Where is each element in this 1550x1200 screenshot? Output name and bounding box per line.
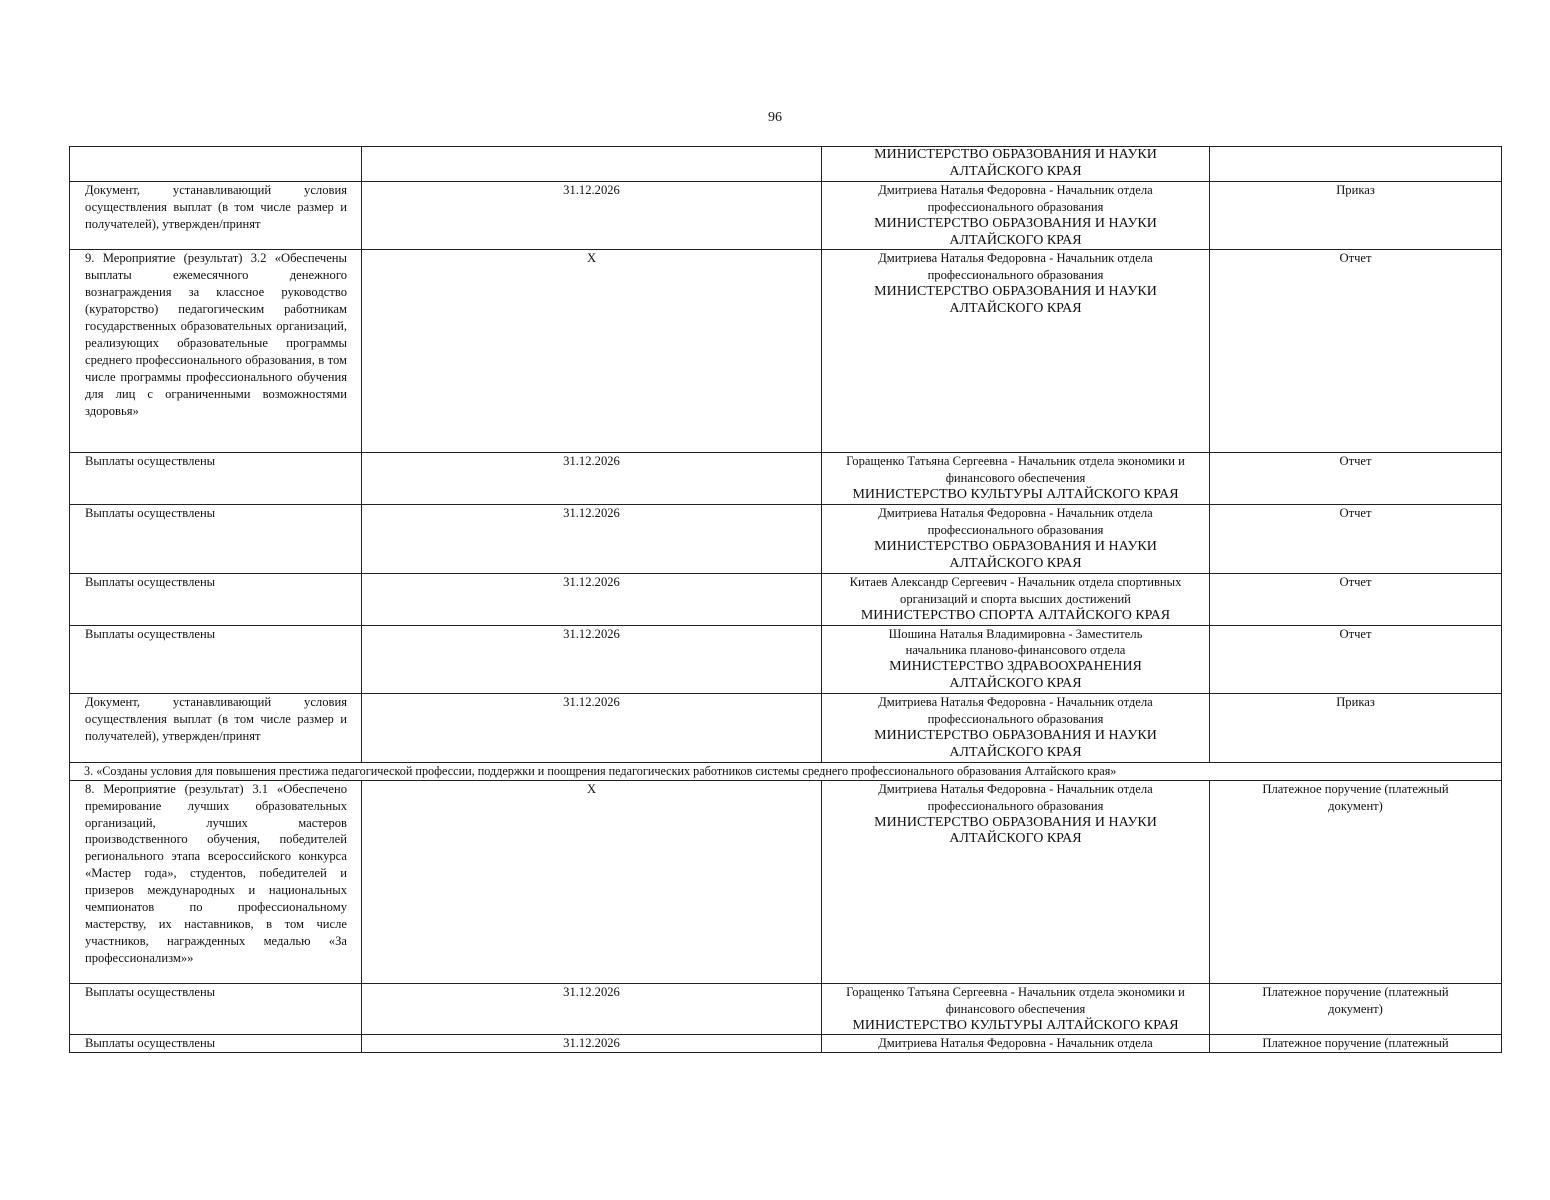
responsible-cell: [822, 147, 1210, 182]
document-cell: Отчет: [1210, 573, 1502, 625]
responsible-cell: [822, 780, 1210, 983]
result-cell: Документ, устанавливающий условия осуществления выплат (в том числе размер и получателей), утвержден/принят: [70, 694, 362, 763]
date-cell: 31.12.2026: [362, 453, 822, 505]
table-row: [70, 573, 1502, 625]
table-row: [70, 694, 1502, 763]
document-cell: Платежное поручение (платежный: [1210, 1035, 1502, 1053]
responsible-person: Дмитриева Наталья Федоровна - Начальник отдела профессионального образования: [878, 506, 1153, 538]
result-cell: Выплаты осуществлены: [70, 1035, 362, 1053]
ministry-name: МИНИСТЕРСТВО ОБРАЗОВАНИЯ И НАУКИ АЛТАЙСКОГО КРАЯ: [874, 727, 1157, 760]
ministry-name: МИНИСТЕРСТВО ОБРАЗОВАНИЯ И НАУКИ АЛТАЙСКОГО КРАЯ: [874, 147, 1157, 179]
ministry-name: МИНИСТЕРСТВО КУЛЬТУРЫ АЛТАЙСКОГО КРАЯ: [852, 487, 1179, 503]
result-cell: Документ, устанавливающий условия осуществления выплат (в том числе размер и получателей), утвержден/принят: [70, 181, 362, 250]
date-cell: X: [362, 250, 822, 453]
result-cell: Выплаты осуществлены: [70, 983, 362, 1035]
date-cell: 31.12.2026: [362, 505, 822, 574]
document-cell: Отчет: [1210, 625, 1502, 694]
document-cell: Приказ: [1210, 181, 1502, 250]
document-cell: [1210, 147, 1502, 182]
responsible-person: Дмитриева Наталья Федоровна - Начальник отдела профессионального образования: [878, 695, 1153, 727]
date-cell: 31.12.2026: [362, 694, 822, 763]
result-cell: Выплаты осуществлены: [70, 453, 362, 505]
ministry-name: МИНИСТЕРСТВО КУЛЬТУРЫ АЛТАЙСКОГО КРАЯ: [852, 1017, 1179, 1033]
ministry-name: МИНИСТЕРСТВО ОБРАЗОВАНИЯ И НАУКИ АЛТАЙСКОГО КРАЯ: [874, 814, 1157, 847]
responsible-person: Дмитриева Наталья Федоровна - Начальник отдела: [878, 1036, 1153, 1051]
document-cell: Платежное поручение (платежный документ): [1210, 780, 1502, 983]
result-cell: Выплаты осуществлены: [70, 573, 362, 625]
plan-table: [69, 146, 1502, 1053]
responsible-cell: [822, 181, 1210, 250]
responsible-person: Дмитриева Наталья Федоровна - Начальник отдела профессионального образования: [878, 781, 1153, 813]
responsible-person: Дмитриева Наталья Федоровна - Начальник отдела профессионального образования: [878, 182, 1153, 214]
table-row: [70, 181, 1502, 250]
ministry-name: МИНИСТЕРСТВО ОБРАЗОВАНИЯ И НАУКИ АЛТАЙСКОГО КРАЯ: [874, 284, 1157, 317]
result-cell: [70, 147, 362, 182]
section-row: [70, 762, 1502, 780]
responsible-cell: [822, 505, 1210, 574]
document-cell: Отчет: [1210, 453, 1502, 505]
section-heading: 3. «Созданы условия для повышения престижа педагогической профессии, поддержки и поощрения педагогических работников системы среднего профессионального образования Алтайского края»: [70, 762, 1502, 780]
table-row: [70, 147, 1502, 182]
responsible-person: Шошина Наталья Владимировна - Заместитель начальника планово-финансового отдела: [888, 626, 1143, 658]
responsible-cell: [822, 453, 1210, 505]
responsible-cell: [822, 1035, 1210, 1053]
date-cell: X: [362, 780, 822, 983]
table-row: [70, 983, 1502, 1035]
result-cell: 8. Мероприятие (результат) 3.1 «Обеспечено премирование лучших образовательных организаций, лучших мастеров производственного обучения, победителей регионального этапа всероссийского конкурса «Мастер года», студентов, победителей и призеров международных и национальных чемпионатов по профессиональному мастерству, их наставников, в том числе участников, награжденных медалью «За профессионализм»»: [70, 780, 362, 983]
responsible-cell: [822, 983, 1210, 1035]
document-cell: Отчет: [1210, 250, 1502, 453]
responsible-cell: [822, 625, 1210, 694]
ministry-name: МИНИСТЕРСТВО ОБРАЗОВАНИЯ И НАУКИ АЛТАЙСКОГО КРАЯ: [874, 538, 1157, 571]
responsible-person: Горащенко Татьяна Сергеевна - Начальник отдела экономики и финансового обеспечения: [846, 984, 1185, 1016]
table-row: [70, 625, 1502, 694]
date-cell: 31.12.2026: [362, 983, 822, 1035]
ministry-name: МИНИСТЕРСТВО ОБРАЗОВАНИЯ И НАУКИ АЛТАЙСКОГО КРАЯ: [874, 215, 1157, 248]
document-cell: Отчет: [1210, 505, 1502, 574]
result-cell: 9. Мероприятие (результат) 3.2 «Обеспечены выплаты ежемесячного денежного вознаграждения за классное руководство (кураторство) педагогическим работникам государственных образовательных организаций, реализующих образовательные программы среднего профессионального образования, в том числе программы профессионального обучения для лиц с ограниченными возможностями здоровья»: [70, 250, 362, 453]
responsible-cell: [822, 694, 1210, 763]
date-cell: 31.12.2026: [362, 625, 822, 694]
responsible-person: Китаев Александр Сергеевич - Начальник отдела спортивных организаций и спорта высших достижений: [849, 574, 1182, 606]
date-cell: 31.12.2026: [362, 181, 822, 250]
date-cell: 31.12.2026: [362, 573, 822, 625]
date-cell: 31.12.2026: [362, 1035, 822, 1053]
page-number: 96: [768, 110, 782, 125]
table-row: [70, 453, 1502, 505]
ministry-name: МИНИСТЕРСТВО ЗДРАВООХРАНЕНИЯ АЛТАЙСКОГО КРАЯ: [889, 659, 1142, 692]
table-row: [70, 505, 1502, 574]
responsible-cell: [822, 250, 1210, 453]
table-row: [70, 780, 1502, 983]
date-cell: [362, 147, 822, 182]
document-cell: Платежное поручение (платежный документ): [1210, 983, 1502, 1035]
result-cell: Выплаты осуществлены: [70, 505, 362, 574]
responsible-cell: [822, 573, 1210, 625]
document-cell: Приказ: [1210, 694, 1502, 763]
table-row: [70, 1035, 1502, 1053]
responsible-person: Горащенко Татьяна Сергеевна - Начальник отдела экономики и финансового обеспечения: [846, 454, 1185, 486]
responsible-person: Дмитриева Наталья Федоровна - Начальник отдела профессионального образования: [878, 251, 1153, 283]
ministry-name: МИНИСТЕРСТВО СПОРТА АЛТАЙСКОГО КРАЯ: [860, 607, 1171, 623]
result-cell: Выплаты осуществлены: [70, 625, 362, 694]
table-row: [70, 250, 1502, 453]
